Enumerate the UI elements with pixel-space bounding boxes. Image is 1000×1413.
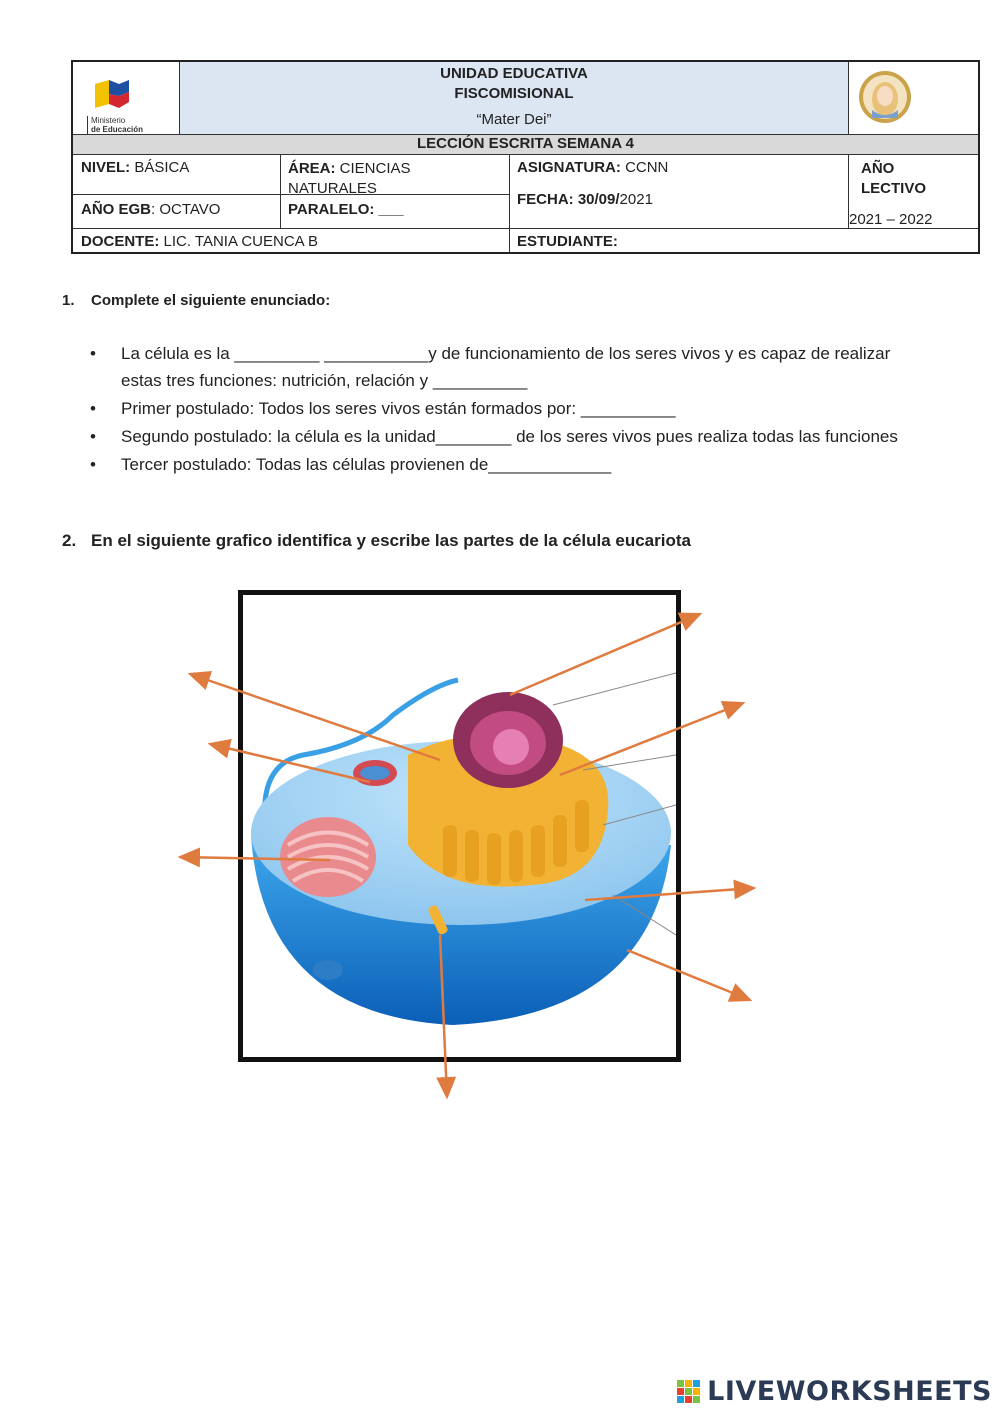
question-2-title: En el siguiente grafico identifica y escribe las partes de la célula eucariota [91,531,691,550]
arrow-centriole[interactable] [440,935,447,1097]
docente-value: LIC. TANIA CUENCA B [163,233,319,250]
area-value-2: NATURALES [288,180,377,197]
liveworksheets-logo[interactable] [677,1376,992,1407]
list-item[interactable]: • Primer postulado: Todos los seres vivos están formados por: __________ [90,395,920,422]
estudiante-field[interactable]: ESTUDIANTE: [517,233,618,250]
list-item[interactable]: • Tercer postulado: Todas las células provienen de_____________ [90,451,920,478]
nivel-value: BÁSICA [134,159,190,176]
arrow-er[interactable] [560,703,743,775]
area-value-1: CIENCIAS [339,160,411,177]
asignatura-value: CCNN [625,159,669,176]
school-motto: “Mater Dei” [476,111,552,128]
list-item[interactable]: • Segundo postulado: la célula es la unidad________ de los seres vivos pues realiza todas las funciones [90,423,920,450]
area-label: ÁREA: [288,160,336,177]
anio-value: 2021 – 2022 [849,211,933,228]
question-1-title: Complete el siguiente enunciado: [91,292,331,309]
ministry-line1: Ministerio [91,116,126,125]
arrow-cytoplasm[interactable] [585,888,754,900]
ministry-line2: de Educación [91,125,144,134]
asignatura-label: ASIGNATURA: [517,159,621,176]
arrow-nucleus[interactable] [510,614,700,695]
arrow-membrane[interactable] [627,950,750,1000]
egb-label: AÑO EGB [81,201,152,218]
liveworksheets-icon [677,1380,701,1404]
arrow-mitochondrion[interactable] [210,744,370,782]
question-1-number: 1. [62,292,75,309]
anio-label-2: LECTIVO [861,180,927,197]
fecha-value: 2021 [619,191,653,208]
egb-value: : OCTAVO [151,201,221,218]
paralelo-field[interactable]: PARALELO: ___ [288,201,404,218]
arrow-golgi[interactable] [180,857,330,860]
docente-label: DOCENTE: [81,233,160,250]
nivel-label: NIVEL: [81,159,131,176]
school-name-line2: FISCOMISIONAL [454,85,574,102]
anio-label-1: AÑO [861,160,895,177]
school-name-line1: UNIDAD EDUCATIVA [440,65,588,82]
list-item[interactable]: • La célula es la _________ ___________y de funcionamiento de los seres vivos y es capaz de realizar estas tres funciones: nutrición, relación y __________ [90,340,920,394]
fecha-label: FECHA: 30/09/ [517,191,620,208]
brand-name: LIVEWORKSHEETS [707,1376,992,1407]
question-2-number: 2. [62,531,77,550]
lesson-title: LECCIÓN ESCRITA SEMANA 4 [417,135,634,152]
